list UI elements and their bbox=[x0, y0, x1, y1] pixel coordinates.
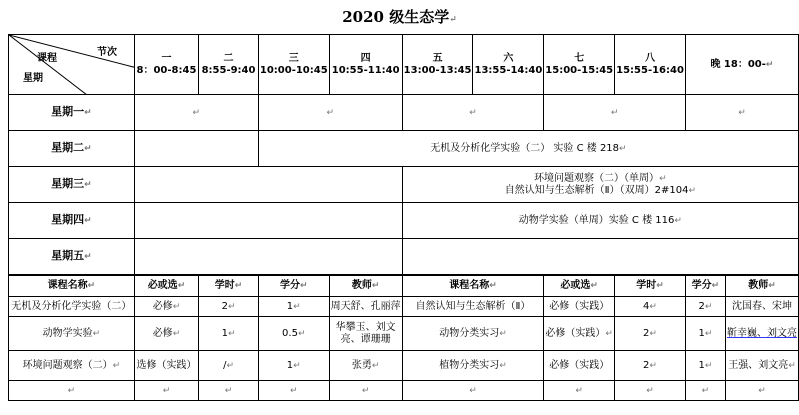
course-name-2: 自然认知与生态解析（Ⅱ） bbox=[402, 297, 544, 317]
cell-empty: ↵ bbox=[199, 381, 259, 401]
course-required-2: 必修（实践） bbox=[544, 297, 615, 317]
course-credits-2: 2↵ bbox=[685, 297, 725, 317]
diagonal-lines bbox=[9, 35, 134, 95]
cell-empty: ↵ bbox=[615, 381, 686, 401]
period-6-header: 六 13:55-14:40 bbox=[473, 35, 544, 95]
col-course-name-2: 课程名称↵ bbox=[402, 275, 544, 297]
course-teacher: 华攀玉、刘文亮、谭珊珊 bbox=[329, 317, 402, 351]
col-hours: 学时↵ bbox=[199, 275, 259, 297]
cell-empty bbox=[134, 167, 402, 203]
course-row bbox=[9, 297, 799, 317]
day-monday: 星期一↵ bbox=[9, 95, 135, 131]
course-credits: 0.5↵ bbox=[258, 317, 329, 351]
course-name-2: 植物分类实习↵ bbox=[402, 351, 544, 381]
thursday-afternoon-course: 动物学实验（单周）实验 C 楼 116↵ bbox=[402, 203, 798, 239]
evening-header: 晚 18：00-↵ bbox=[685, 35, 798, 95]
day-thursday: 星期四↵ bbox=[9, 203, 135, 239]
period-7-header: 七 15:00-15:45 bbox=[544, 35, 615, 95]
cell-empty: ↵ bbox=[258, 381, 329, 401]
day-wednesday: 星期三↵ bbox=[9, 167, 135, 203]
day-tuesday: 星期二↵ bbox=[9, 131, 135, 167]
col-course-name: 课程名称↵ bbox=[9, 275, 135, 297]
monday-row bbox=[9, 95, 799, 131]
tuesday-row bbox=[9, 131, 799, 167]
course-required: 选修（实践） bbox=[134, 351, 199, 381]
col-credits: 学分↵ bbox=[258, 275, 329, 297]
cell-empty bbox=[402, 239, 798, 275]
course-label: 课程 bbox=[37, 53, 57, 64]
cell-empty: ↵ bbox=[685, 381, 725, 401]
friday-row bbox=[9, 239, 799, 275]
course-teacher-2: 王强、刘文亮↵ bbox=[725, 351, 798, 381]
cell-empty: ↵ bbox=[134, 381, 199, 401]
cell-empty: ↵ bbox=[725, 381, 798, 401]
thursday-row bbox=[9, 203, 799, 239]
course-hours-2: 2↵ bbox=[615, 351, 686, 381]
course-row-empty bbox=[9, 381, 799, 401]
period-4-header: 四 10:55-11:40 bbox=[329, 35, 402, 95]
cell-empty: ↵ bbox=[402, 381, 544, 401]
period-2-header: 二 8:55-9:40 bbox=[199, 35, 259, 95]
col-hours-2: 学时↵ bbox=[615, 275, 686, 297]
cell-empty bbox=[134, 239, 402, 275]
col-teacher-2: 教师↵ bbox=[725, 275, 798, 297]
course-required-2: 必修（实践）↵ bbox=[544, 317, 615, 351]
cell-empty: ↵ bbox=[258, 95, 402, 131]
course-row bbox=[9, 351, 799, 381]
cell-empty: ↵ bbox=[9, 381, 135, 401]
course-credits-2: 1↵ bbox=[685, 351, 725, 381]
course-name-2: 动物分类实习↵ bbox=[402, 317, 544, 351]
period-5-header: 五 13:00-13:45 bbox=[402, 35, 473, 95]
col-credits-2: 学分↵ bbox=[685, 275, 725, 297]
course-credits: 1↵ bbox=[258, 351, 329, 381]
course-teacher-2: 沈国春、宋坤 bbox=[725, 297, 798, 317]
period-8-header: 八 15:55-16:40 bbox=[615, 35, 686, 95]
course-hours: 1↵ bbox=[199, 317, 259, 351]
course-row bbox=[9, 317, 799, 351]
col-required-2: 必或选↵ bbox=[544, 275, 615, 297]
cell-empty: ↵ bbox=[544, 95, 686, 131]
timetable-header-row bbox=[9, 35, 799, 95]
course-required: 必修↵ bbox=[134, 317, 199, 351]
weekday-label: 星期 bbox=[23, 73, 43, 84]
cell-empty: ↵ bbox=[329, 381, 402, 401]
schedule-table bbox=[8, 34, 799, 401]
course-list-header-row bbox=[9, 275, 799, 297]
tuesday-afternoon-course: 无机及分析化学实验（二） 实验 C 楼 218↵ bbox=[258, 131, 798, 167]
course-required: 必修↵ bbox=[134, 297, 199, 317]
course-credits: 1↵ bbox=[258, 297, 329, 317]
wednesday-afternoon-course: 环境问题观察（二）（单周）↵ 自然认知与生态解析（Ⅱ）（双周）2#104↵ bbox=[402, 167, 798, 203]
course-hours-2: 2↵ bbox=[615, 317, 686, 351]
cell-empty bbox=[134, 203, 402, 239]
diagonal-header-cell bbox=[9, 35, 135, 95]
course-name: 无机及分析化学实验（二） bbox=[9, 297, 135, 317]
course-required-2: 必修（实践） bbox=[544, 351, 615, 381]
day-friday: 星期五↵ bbox=[9, 239, 135, 275]
col-teacher: 教师↵ bbox=[329, 275, 402, 297]
course-hours-2: 4↵ bbox=[615, 297, 686, 317]
cell-empty: ↵ bbox=[402, 95, 544, 131]
course-hours: /↵ bbox=[199, 351, 259, 381]
course-teacher: 周天舒、孔丽萍 bbox=[329, 297, 402, 317]
course-name: 动物学实验↵ bbox=[9, 317, 135, 351]
course-hours: 2↵ bbox=[199, 297, 259, 317]
cell-empty bbox=[134, 131, 258, 167]
cell-empty: ↵ bbox=[544, 381, 615, 401]
period-label: 节次 bbox=[97, 47, 117, 58]
course-credits-2: 1↵ bbox=[685, 317, 725, 351]
cell-empty: ↵ bbox=[134, 95, 258, 131]
period-3-header: 三 10:00-10:45 bbox=[258, 35, 329, 95]
course-teacher-2: 靳幸巍、刘文亮 bbox=[725, 317, 798, 351]
page-title: 2020 级生态学↵ bbox=[342, 8, 457, 26]
course-teacher: 张勇↵ bbox=[329, 351, 402, 381]
col-required: 必或选↵ bbox=[134, 275, 199, 297]
course-name: 环境问题观察（二）↵ bbox=[9, 351, 135, 381]
period-1-header: 一 8：00-8:45 bbox=[134, 35, 199, 95]
wednesday-row bbox=[9, 167, 799, 203]
cell-empty: ↵ bbox=[685, 95, 798, 131]
